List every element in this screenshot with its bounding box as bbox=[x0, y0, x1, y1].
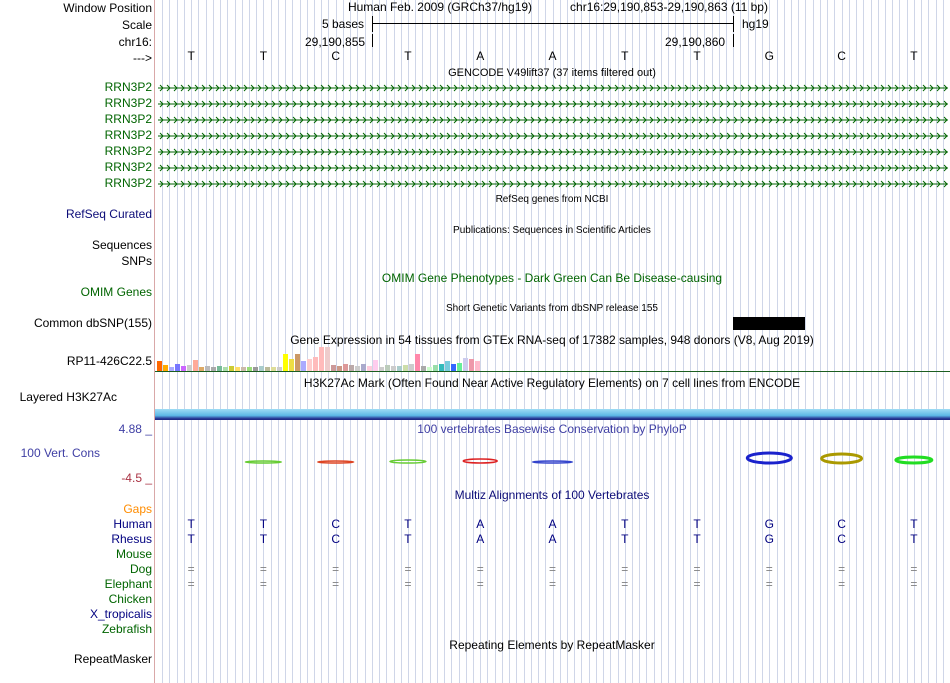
label-h3k27ac[interactable]: Layered H3K27Ac bbox=[19, 390, 117, 404]
base-letter: T bbox=[621, 49, 629, 63]
gencode-title: GENCODE V49lift37 (37 items filtered out) bbox=[448, 67, 656, 79]
alignment-base: G bbox=[764, 517, 774, 531]
gtex-tissue-bar[interactable] bbox=[301, 361, 306, 371]
gencode-item-label[interactable]: RRN3P2 bbox=[104, 80, 152, 94]
phylop-title: 100 vertebrates Basewise Conservation by PhyloP bbox=[417, 422, 687, 436]
phylop-base-glyph bbox=[747, 453, 791, 463]
gtex-tissue-bar[interactable] bbox=[295, 354, 300, 371]
label-refseq[interactable]: RefSeq Curated bbox=[65, 207, 152, 221]
coord-tick-left bbox=[372, 34, 373, 47]
phylop-base-glyph bbox=[822, 454, 862, 463]
alignment-base: T bbox=[910, 532, 918, 546]
alignment-base: T bbox=[404, 532, 412, 546]
gencode-gene-row[interactable] bbox=[158, 146, 948, 158]
coord-right: 29,190,860 bbox=[665, 35, 726, 49]
alignment-base: = bbox=[548, 577, 556, 591]
base-letter: A bbox=[548, 49, 557, 63]
gencode-gene-row[interactable] bbox=[158, 162, 948, 174]
base-letter: T bbox=[693, 49, 701, 63]
gtex-tissue-bar[interactable] bbox=[193, 360, 198, 371]
gtex-tissue-bar[interactable] bbox=[409, 364, 414, 371]
alignment-base: A bbox=[548, 517, 557, 531]
alignment-base: = bbox=[910, 577, 918, 591]
label-window-position[interactable]: Window Position bbox=[63, 1, 152, 15]
cons-max-label: 4.88 _ bbox=[118, 422, 152, 436]
alignment-base: = bbox=[259, 562, 267, 576]
scale-tick-left bbox=[372, 16, 373, 32]
gencode-gene-row[interactable] bbox=[158, 98, 948, 110]
gtex-baseline bbox=[155, 371, 950, 372]
label-sequences[interactable]: Sequences bbox=[91, 238, 152, 252]
position-label: chr16:29,190,853-29,190,863 (11 bp) bbox=[570, 0, 768, 14]
alignment-base: = bbox=[693, 562, 701, 576]
base-letter: A bbox=[476, 49, 485, 63]
base-letter: C bbox=[331, 49, 340, 63]
alignment-base: = bbox=[693, 577, 701, 591]
alignment-base: = bbox=[621, 562, 629, 576]
dbsnp-title: Short Genetic Variants from dbSNP release 155 bbox=[446, 303, 658, 314]
alignment-base: = bbox=[548, 562, 556, 576]
h3k27ac-title: H3K27Ac Mark (Often Found Near Active Regulatory Elements) on 7 cell lines from ENCODE bbox=[303, 376, 801, 390]
coord-left: 29,190,855 bbox=[305, 35, 366, 49]
dbsnp-variant[interactable] bbox=[733, 317, 805, 330]
gencode-item-label[interactable]: RRN3P2 bbox=[104, 144, 152, 158]
gtex-tissue-bar[interactable] bbox=[415, 354, 420, 371]
alignment-base: = bbox=[332, 562, 340, 576]
gtex-tissue-bar[interactable] bbox=[361, 364, 366, 371]
assembly-label: Human Feb. 2009 (GRCh37/hg19) bbox=[347, 0, 533, 14]
alignment-base: T bbox=[187, 517, 195, 531]
alignment-base: = bbox=[332, 577, 340, 591]
label-repeatmasker[interactable]: RepeatMasker bbox=[73, 652, 152, 666]
h3k27ac-signal[interactable] bbox=[155, 409, 950, 420]
species-label[interactable]: Mouse bbox=[115, 547, 152, 561]
gtex-bar-chart[interactable] bbox=[155, 345, 950, 371]
base-letter: T bbox=[259, 49, 268, 63]
scale-bar bbox=[372, 23, 733, 24]
alignment-base: = bbox=[765, 562, 773, 576]
gencode-gene-row[interactable] bbox=[158, 178, 948, 190]
label-gtex-gene[interactable]: RP11-426C22.5 bbox=[66, 354, 152, 368]
alignment-base: T bbox=[693, 517, 701, 531]
label-chrom[interactable]: chr16: bbox=[118, 35, 152, 49]
repeat-title: Repeating Elements by RepeatMasker bbox=[449, 638, 655, 652]
phylop-base-glyph bbox=[896, 457, 932, 463]
gtex-tissue-bar[interactable] bbox=[175, 364, 180, 371]
gencode-item-label[interactable]: RRN3P2 bbox=[104, 96, 152, 110]
label-dbsnp[interactable]: Common dbSNP(155) bbox=[33, 316, 152, 330]
gencode-gene-row[interactable] bbox=[158, 114, 948, 126]
label-scale[interactable]: Scale bbox=[121, 18, 152, 32]
base-letter: T bbox=[404, 49, 412, 63]
phylop-base-glyph bbox=[533, 461, 573, 463]
species-label[interactable]: Elephant bbox=[104, 577, 152, 591]
species-label[interactable]: Dog bbox=[129, 562, 152, 576]
species-label[interactable]: Chicken bbox=[108, 592, 152, 606]
alignment-base: = bbox=[621, 577, 629, 591]
alignment-base: = bbox=[910, 562, 918, 576]
gencode-item-label[interactable]: RRN3P2 bbox=[104, 176, 152, 190]
gencode-item-label[interactable]: RRN3P2 bbox=[104, 112, 152, 126]
alignment-base: = bbox=[404, 577, 412, 591]
gtex-tissue-bar[interactable] bbox=[463, 358, 468, 371]
alignment-base: = bbox=[838, 577, 846, 591]
alignment-base: T bbox=[259, 532, 268, 546]
alignment-base: G bbox=[764, 532, 774, 546]
gtex-tissue-bar[interactable] bbox=[445, 361, 450, 371]
alignment-base: = bbox=[476, 577, 484, 591]
base-letter: G bbox=[764, 49, 774, 63]
base-letter: T bbox=[910, 49, 918, 63]
phylop-base-glyph bbox=[463, 459, 497, 463]
base-letter: C bbox=[837, 49, 846, 63]
gtex-tissue-bar[interactable] bbox=[439, 364, 444, 371]
gtex-tissue-bar[interactable] bbox=[451, 364, 456, 371]
phylop-base-glyph bbox=[318, 461, 354, 463]
species-label[interactable]: X_tropicalis bbox=[89, 607, 152, 621]
db-label: hg19 bbox=[742, 17, 769, 31]
scale-tick-right bbox=[733, 16, 734, 32]
alignment-base: C bbox=[331, 532, 340, 546]
pubs-title: Publications: Sequences in Scientific Articles bbox=[453, 225, 651, 236]
alignment-base: = bbox=[259, 577, 267, 591]
omim-title: OMIM Gene Phenotypes - Dark Green Can Be Disease-causing bbox=[381, 271, 723, 285]
gtex-tissue-bar[interactable] bbox=[283, 354, 288, 371]
gtex-tissue-bar[interactable] bbox=[475, 361, 480, 371]
label-snps[interactable]: SNPs bbox=[121, 254, 152, 268]
scale-text: 5 bases bbox=[322, 17, 365, 31]
alignment-base: T bbox=[910, 517, 918, 531]
alignment-base: T bbox=[621, 532, 629, 546]
alignment-base: T bbox=[259, 517, 268, 531]
alignment-base: = bbox=[404, 562, 412, 576]
alignment-base: T bbox=[693, 532, 701, 546]
gtex-tissue-bar[interactable] bbox=[319, 347, 324, 371]
gencode-item-label[interactable]: RRN3P2 bbox=[104, 160, 152, 174]
species-label[interactable]: Zebrafish bbox=[101, 622, 152, 636]
species-label[interactable]: Rhesus bbox=[111, 532, 152, 546]
gtex-title: Gene Expression in 54 tissues from GTEx RNA-seq of 17382 samples, 948 donors (V8, Aug 2019) bbox=[290, 333, 814, 347]
alignment-base: A bbox=[476, 517, 485, 531]
alignment-base: C bbox=[331, 517, 340, 531]
gtex-tissue-bar[interactable] bbox=[307, 359, 312, 371]
gencode-gene-row[interactable] bbox=[158, 130, 948, 142]
label-omim[interactable]: OMIM Genes bbox=[80, 285, 152, 299]
alignment-base: A bbox=[476, 532, 485, 546]
label-cons[interactable]: 100 Vert. Cons bbox=[20, 446, 100, 460]
gencode-gene-row[interactable] bbox=[158, 82, 948, 94]
alignment-base: A bbox=[548, 532, 557, 546]
species-label[interactable]: Human bbox=[113, 517, 152, 531]
cons-min-label: -4.5 _ bbox=[121, 471, 152, 485]
base-letter: T bbox=[187, 49, 195, 63]
gtex-tissue-bar[interactable] bbox=[373, 360, 378, 371]
alignment-base: C bbox=[837, 532, 846, 546]
alignment-base: T bbox=[621, 517, 629, 531]
alignment-base: = bbox=[765, 577, 773, 591]
alignment-base: T bbox=[404, 517, 412, 531]
alignment-base: T bbox=[187, 532, 195, 546]
multiz-title: Multiz Alignments of 100 Vertebrates bbox=[454, 488, 650, 502]
phylop-base-glyph bbox=[245, 461, 281, 463]
gencode-item-label[interactable]: RRN3P2 bbox=[104, 128, 152, 142]
alignment-base: = bbox=[187, 562, 195, 576]
alignment-base: = bbox=[187, 577, 195, 591]
label-strand-arrow[interactable]: ---> bbox=[133, 51, 152, 65]
gtex-tissue-bar[interactable] bbox=[457, 363, 462, 371]
gtex-tissue-bar[interactable] bbox=[343, 364, 348, 371]
refseq-title: RefSeq genes from NCBI bbox=[495, 194, 609, 205]
gtex-tissue-bar[interactable] bbox=[157, 361, 162, 371]
alignment-base: = bbox=[838, 562, 846, 576]
gtex-tissue-bar[interactable] bbox=[469, 359, 474, 371]
phylop-base-glyph bbox=[390, 460, 426, 463]
alignment-base: = bbox=[476, 562, 484, 576]
gtex-tissue-bar[interactable] bbox=[325, 347, 330, 371]
coord-tick-right bbox=[733, 34, 734, 47]
alignment-base: C bbox=[837, 517, 846, 531]
label-gaps[interactable]: Gaps bbox=[123, 502, 152, 516]
gtex-tissue-bar[interactable] bbox=[313, 357, 318, 371]
gtex-tissue-bar[interactable] bbox=[289, 359, 294, 371]
